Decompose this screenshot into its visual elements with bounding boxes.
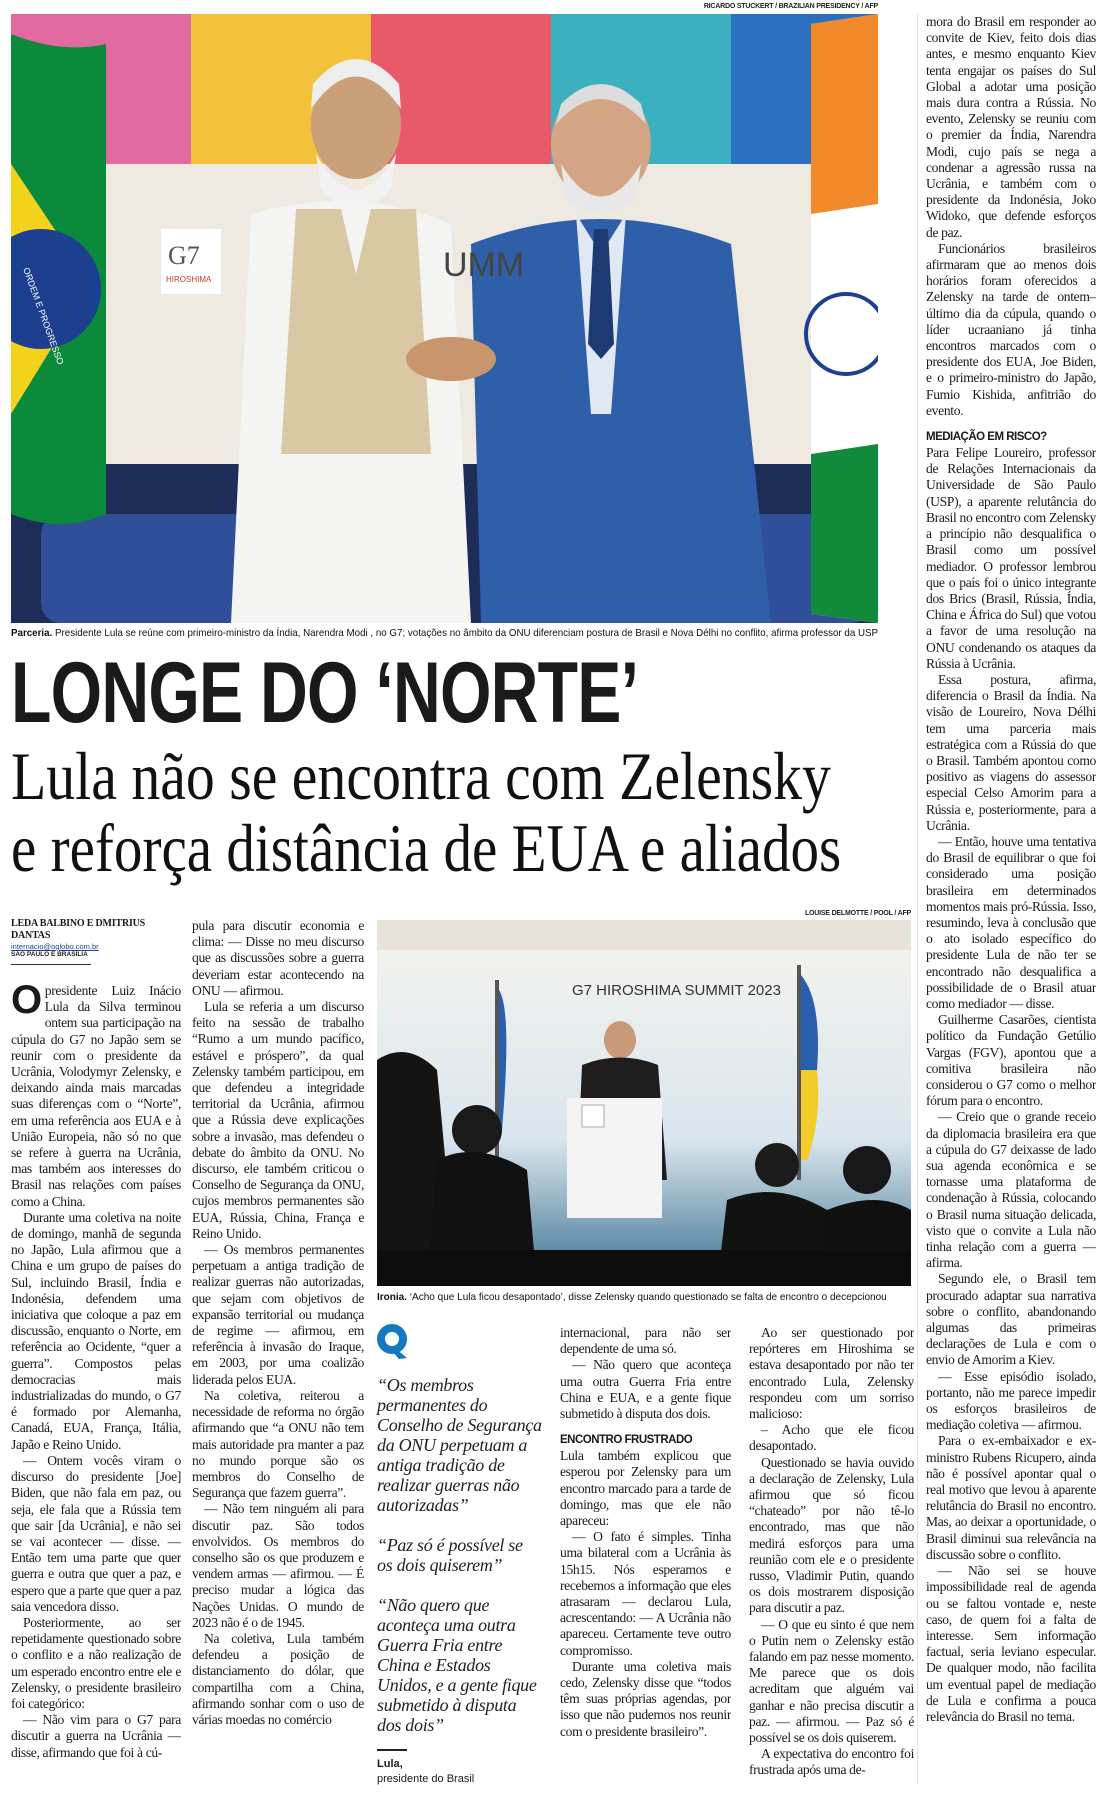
article-paragraph: Na coletiva, Lula também defendeu a posição de distanciamento do dólar, que compartilha com a China, afirmando sonhar com o uso de várias moedas no comércio xyxy=(192,1630,364,1727)
article-column-5 xyxy=(749,1325,914,1790)
article-paragraph: Ao ser questionado por repórteres em Hiroshima se estava desapontado por não ter encontrado Lula, Zelensky respondeu com um sorriso malicioso: xyxy=(749,1325,914,1422)
byline xyxy=(11,918,176,965)
byline-email-link[interactable]: internacio@oglobo.com.br xyxy=(11,942,99,951)
section-heading: ENCONTRO FRUSTRADO xyxy=(560,1434,693,1447)
article-paragraph: — Ontem vocês viram o discurso do presidente [Joe] Biden, que não fala em paz, ou seja, ele fala que a Rússia tem que sair [da Ucrânia], e não sei se vai acontecer — disse. — Então tem uma parte que quer guerra e outra que quer a paz, e espero que a parte que quer a paz saia vencedora disso. xyxy=(11,1452,181,1614)
photo2-credit: LOUISE DELMOTTE / POOL / AFP xyxy=(804,910,911,917)
article-paragraph: — Não quero que aconteça uma outra Guerra Fria entre China e EUA, e a gente fique submetido à disputa dos dois. xyxy=(560,1357,731,1422)
article-paragraph: — Não vim para o G7 para discutir a guerra na Ucrânia — disse, afirmando que foi à cú- xyxy=(11,1712,181,1760)
article-paragraph: Durante uma coletiva mais cedo, Zelensky disse que “todos têm suas próprias agendas, por isso que não pudemos nos reunir com o presidente brasileiro”. xyxy=(560,1658,731,1739)
drop-cap: O xyxy=(11,983,42,1022)
article-paragraph: mora do Brasil em responder ao convite de Kiev, feito dois dias antes, e mesmo enquanto Kiev tenta engajar os países do Sul Global a adotar uma posição mais dura contra a Rússia. No evento, Zelensky se reuniu com o premier da Índia, Narendra Modi, cujo país se nega a condenar a agressão russa na Ucrânia, e também com o presidente da Indonésia, Joko Widoko, que defende esforços de paz. xyxy=(926,14,1096,240)
article-paragraph: internacional, para não ser dependente de uma só. xyxy=(560,1325,731,1357)
photo-zelensky-image xyxy=(377,920,911,1286)
quote-rule xyxy=(377,1749,407,1751)
article-paragraph: — Então, houve uma tentativa do Brasil de equilibrar o que foi considerado uma posição brasileira em determinados momentos mais pró-Rússia. Isso, resumindo, leva à conclusão que o ato isolado específico do presidente Lula de não ter se encontrado não desqualifica a possibilidade de o Brasil atuar como mediador — disse. xyxy=(926,833,1096,1011)
backdrop-text: G7 HIROSHIMA SUMMIT 2023 xyxy=(572,982,781,999)
svg-text:HIROSHIMA: HIROSHIMA xyxy=(166,275,212,284)
article-paragraph: Posteriormente, ao ser repetidamente questionado sobre o conflito e a não realização de um esperado encontro entre ele e Zelensky, o presidente brasileiro foi categórico: xyxy=(11,1614,181,1711)
quote-q-icon xyxy=(377,1322,411,1362)
article-paragraph: — O fato é simples. Tinha uma bilateral com a Ucrânia às 15h15. Nós esperamos e recebemos a informação que eles atrasaram — declarou Lula, acrescentando: — A Ucrânia não apareceu. Certamente teve outro compromisso. xyxy=(560,1529,731,1658)
photo2-caption-lead: Ironia. xyxy=(377,1291,408,1303)
article-paragraph xyxy=(11,983,181,1210)
headline-kicker: LONGE DO ‘NORTE’ xyxy=(11,645,639,741)
photo1-caption-lead: Parceria. xyxy=(11,627,53,639)
photo1-caption-text: Presidente Lula se reúne com primeiro-ministro da Índia, Narendra Modi , no G7; votações no âmbito da ONU diferenciam postura de Brasil e Nova Délhi no conflito, afirma professor da USP xyxy=(52,627,879,639)
article-paragraph: Segundo ele, o Brasil tem procurado adaptar sua narrativa sobre o conflito, abandonando algumas das primeiras declarações de Lula e com o envio de Amorim a Kiev. xyxy=(926,1271,1096,1368)
article-paragraph: Durante uma coletiva na noite de domingo, manhã de segunda no Japão, Lula afirmou que a China e um grupo de países do Sul, incluindo Brasil, Índia e Indonésia, defendem uma iniciativa que coloque a paz em discussão, enquanto o Norte, em referência ao Ocidente, “quer a guerra”. Compostos pelas democracias mais industrializadas do mundo, o G7 é formado por Alemanha, Canadá, EUA, França, Itália, Japão e Reino Unido. xyxy=(11,1209,181,1452)
article-paragraph: Na coletiva, reiterou a necessidade de reforma no órgão afirmando que “a ONU não tem mais autoridade pra manter a paz no mundo porque são os membros do Conselho de Segurança que fazem guerra”. xyxy=(192,1387,364,1501)
quote-author: Lula, xyxy=(377,1758,403,1770)
section-heading: MEDIAÇÃO EM RISCO? xyxy=(926,431,1047,444)
article-paragraph: — Os membros permanentes perpetuam a antiga tradição de realizar guerras não autorizadas, que sejam com objetivos de expansão territorial ou mudança de regime — afirmou, em referência à invasão do Iraque, em 2003, por uma coalizão liderada pelos EUA. xyxy=(192,1242,364,1387)
pull-quotes xyxy=(377,1322,542,1787)
article-column-6 xyxy=(926,14,1096,1789)
lead-text: presidente Luiz Inácio Lula da Silva terminou ontem sua participação na cúpula do G7 no Japão sem se reunir com o presidente da Ucrânia, Volodymyr Zelensky, e deixando ainda mais marcadas suas diferenças com o “Norte”, em uma referência aos EUA e à União Europeia, não só no que se refere à guerra na Ucrânia, mas também aos interesses do Brasil nas relações com países como a China. xyxy=(11,983,181,1209)
pull-quote: “Não quero que aconteça uma outra Guerra Fria entre China e Estados Unidos, e a gente fique submetido à disputa dos dois” xyxy=(377,1595,537,1735)
byline-authors: LEDA BALBINO E DMITRIUS DANTAS xyxy=(11,918,146,941)
article-paragraph: A expectativa do encontro foi frustrada após uma de- xyxy=(749,1746,914,1778)
article-paragraph: — Esse episódio isolado, portanto, não me parece impedir os esforços brasileiros de mediação coletiva — afirmou. xyxy=(926,1368,1096,1433)
article-paragraph: Lula também explicou que esperou por Zelensky para um encontro marcado para a tarde de domingo, mas que ele não apareceu: xyxy=(560,1448,731,1529)
photo-lula-modi-image xyxy=(11,14,878,623)
column-divider xyxy=(917,14,918,1784)
article-paragraph: Questionado se havia ouvido a declaração de Zelensky, Lula afirmou que só ficou “chateado” por não tê-lo encontrado, mas que não medirá esforços para uma reunião com ele e o presidente russo, Vladimir Putin, quando os dois mostrarem disposição para discutir a paz. xyxy=(749,1454,914,1616)
article-paragraph: — O que eu sinto é que nem o Putin nem o Zelensky estão falando em paz nesse momento. Me parece que os dois acreditam que alguém vai ganhar e não precisa discutir a paz. — afirmou. — Paz só é possível se os dois quiserem. xyxy=(749,1616,914,1746)
photo1-caption xyxy=(11,627,878,639)
article-paragraph: — Não tem ninguém ali para discutir paz. São todos envolvidos. Os membros do conselho são os que produzem e vendem armas — afirmou. — É preciso mudar a lógica das Nações Unidas. O mundo de 2023 não é o de 1945. xyxy=(192,1501,364,1630)
quote-author-role: presidente do Brasil xyxy=(377,1773,475,1785)
headline-sub-line1: Lula não se encontra com Zelensky xyxy=(11,738,831,814)
article-paragraph: Para o ex-embaixador e ex-ministro Rubens Ricupero, ainda não é possível apontar qual o real motivo que levou à aparente relutância do Brasil no encontro. Mas, ao deixar a oportunidade, o Brasil diminui sua relevância na discussão sobre o conflito. xyxy=(926,1433,1096,1562)
article-paragraph: pula para discutir economia e clima: — Disse no meu discurso que as discussões sobre a guerra deveriam estar acontecendo na ONU — afirmou. xyxy=(192,918,364,998)
article-paragraph: Lula se referia a um discurso feito na sessão de trabalho “Rumo a um mundo pacífico, estável e próspero”, da qual Zelensky também participou, em que defendeu a integridade territorial da Ucrânia, afirmou que a Rússia deve explicações sobre a invasão, mas defendeu o debate do âmbito da ONU. No discurso, ele também criticou o Conselho de Segurança da ONU, cujos membros permanentes são EUA, Rússia, China, França e Reino Unido. xyxy=(192,999,364,1241)
photo-lula-modi xyxy=(11,14,878,623)
backdrop-lettering: UMM xyxy=(443,246,525,284)
byline-place: SÃO PAULO E BRASÍLIA xyxy=(11,951,88,958)
photo2-caption-text: ‘Acho que Lula ficou desapontado’, disse Zelensky quando questionado se falta de encontro o decepcionou xyxy=(407,1291,887,1303)
headline-sub-line2: e reforça distância de EUA e aliados xyxy=(11,810,842,886)
pull-quote: “Os membros permanentes do Conselho de Segurança da ONU perpetuam a antiga tradição de realizar guerras não autorizadas” xyxy=(377,1375,542,1515)
article-paragraph: Funcionários brasileiros afirmaram que ao menos dois horários foram oferecidos a Zelensky na tarde de ontem– último dia da cúpula, quando o líder ucraaniano já tinha encontros marcados com o presidente dos EUA, Joe Biden, e o primeiro-ministro do Japão, Fumio Kishida, anfitrião do evento. xyxy=(926,240,1096,418)
article-paragraph: — Creio que o grande receio da diplomacia brasileira era que a cúpula do G7 deixasse de lado sua agenda econômica e se tornasse uma plataforma de condenação à Rússia, colocando o Brasil numa situação delicada, visto que o convite a Lula não tinha relação com a guerra — afirma. xyxy=(926,1109,1096,1271)
photo1-credit: RICARDO STUCKERT / BRAZILIAN PRESIDENCY / AFP xyxy=(703,3,878,10)
byline-rule xyxy=(11,964,91,965)
pull-quote: “Paz só é possível se os dois quiserem” xyxy=(377,1535,523,1575)
article-paragraph: — Não sei se houve impossibilidade real de agenda ou se faltou vontade e, neste caso, de quem foi a falta de interesse. Sem informação factual, seria leviano especular. De qualquer modo, não facilita um eventual papel de mediação de Lula e confirma a pouca relevância do Brasil no tema. xyxy=(926,1563,1096,1724)
article-paragraph: Guilherme Casarões, cientista político da Fundação Getúlio Vargas (FGV), apontou que a comitiva brasileira não considerou o G7 como o melhor fórum para o encontro. xyxy=(926,1012,1096,1109)
article-paragraph: Para Felipe Loureiro, professor de Relações Internacionais da Universidade de São Paulo (USP), a aparente relutância do Brasil no encontro com Zelensky a princípio não desqualifica o Brasil como um possível mediador. O professor lembrou que o país foi o único integrante dos Brics (Brasil, Rússia, Índia, China e África do Sul) que votou a favor de uma resolução na ONU condenando os ataques da Rússia à Ucrânia. xyxy=(926,445,1096,671)
article-column-4 xyxy=(560,1325,731,1790)
article-column-1 xyxy=(11,983,181,1783)
article-paragraph: Essa postura, afirma, diferencia o Brasil da Índia. Na visão de Loureiro, Nova Délhi tem uma parceria mais estratégica com a Rússia do que o Brasil. Também apontou como positivo as viagens do assessor especial Celso Amorim para a Rússia e, posteriormente, para a Ucrânia. xyxy=(926,671,1096,833)
article-column-2 xyxy=(192,918,364,1783)
photo-zelensky-podium xyxy=(377,920,911,1286)
article-paragraph: – Acho que ele ficou desapontado. xyxy=(749,1422,914,1454)
photo2-caption xyxy=(377,1291,887,1303)
svg-text:G7: G7 xyxy=(168,241,200,270)
flag-motto: ORDEM E PROGRESSO xyxy=(21,266,66,366)
